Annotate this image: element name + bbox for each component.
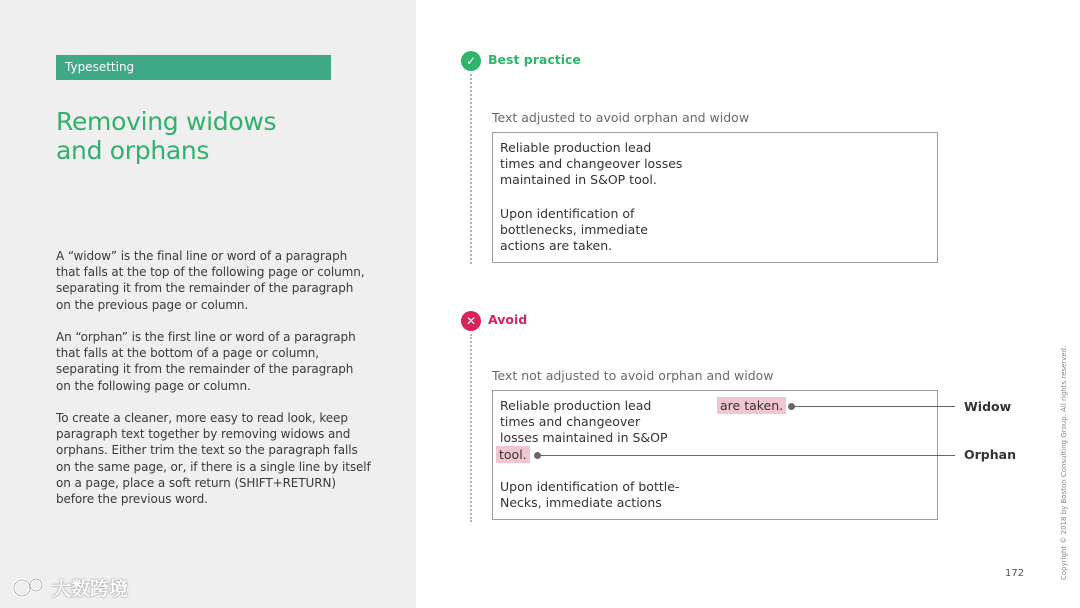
avoid-caption: Text not adjusted to avoid orphan and widow [492, 368, 774, 383]
page-number: 172 [1005, 568, 1025, 579]
title-line: Removing widows [56, 107, 277, 136]
text-line: paragraph text together by removing widows and [56, 427, 351, 442]
text-line: To create a cleaner, more easy to read look, keep [56, 411, 348, 425]
example-line: Necks, immediate actions [500, 495, 662, 510]
title-line: and orphans [56, 136, 210, 165]
example-line: Upon identification of [500, 206, 635, 221]
best-practice-caption: Text adjusted to avoid orphan and widow [492, 110, 750, 125]
text-line: on a page, place a soft return (SHIFT+RETURN) [56, 475, 336, 490]
guidance-paragraph [56, 410, 386, 507]
watermark [10, 574, 128, 601]
text-line: that falls at the bottom of a page or column, [56, 346, 320, 361]
text-line: on the following page or column. [56, 378, 251, 393]
example-line: Reliable production lead [500, 140, 652, 155]
orphan-connector-line [540, 455, 955, 456]
dotted-connector [470, 334, 472, 522]
widow-highlight: are taken. [717, 397, 786, 414]
text-line: on the same page, or, if there is a single line by itself [56, 459, 371, 474]
check-icon: ✓ [461, 51, 481, 71]
orphan-highlight: tool. [496, 446, 530, 463]
best-practice-title: Best practice [488, 52, 581, 67]
example-line: Reliable production lead [500, 398, 652, 413]
example-line: bottlenecks, immediate [500, 222, 648, 237]
text-line: A “widow” is the final line or word of a paragraph [56, 249, 348, 263]
x-icon: ✕ [461, 311, 481, 331]
orphan-label: Orphan [964, 447, 1016, 462]
widow-connector-line [794, 406, 955, 407]
text-line: before the previous word. [56, 492, 208, 507]
watermark-logo-icon [10, 575, 48, 601]
example-line: Upon identification of bottle- [500, 479, 680, 494]
example-line: times and changeover [500, 414, 641, 429]
avoid-title: Avoid [488, 312, 528, 327]
text-line: An “orphan” is the first line or word of a paragraph [56, 330, 356, 344]
page-title [56, 107, 376, 165]
text-line: that falls at the top of the following page or column, [56, 265, 365, 280]
text-line: separating it from the remainder of the paragraph [56, 362, 354, 377]
widow-label: Widow [964, 399, 1012, 414]
dotted-connector [470, 74, 472, 264]
watermark-text: 大数跨境 [52, 578, 129, 600]
section-tag: Typesetting [56, 55, 331, 80]
widow-definition [56, 248, 386, 313]
example-line: losses maintained in S&OP [500, 430, 668, 445]
text-line: separating it from the remainder of the paragraph [56, 281, 354, 296]
example-line: maintained in S&OP tool. [500, 172, 657, 187]
text-line: orphans. Either trim the text so the paragraph falls [56, 443, 358, 458]
example-line: times and changeover losses [500, 156, 683, 171]
orphan-definition [56, 329, 386, 394]
text-line: on the previous page or column. [56, 297, 249, 312]
copyright-notice: Copyright © 2018 by Boston Consulting Group. All rights reserved. [1060, 345, 1068, 580]
example-line: actions are taken. [500, 238, 613, 253]
